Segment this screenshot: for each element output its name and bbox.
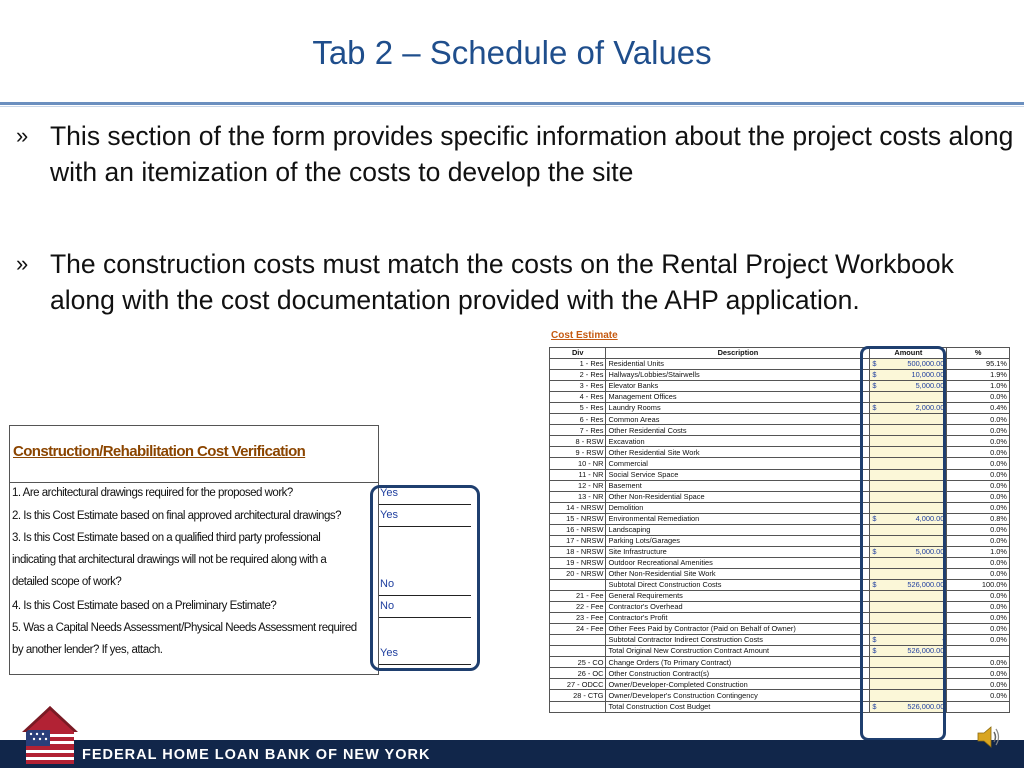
verification-question: 1. Are architectural drawings required for the proposed work?	[12, 487, 293, 499]
cell-percent: 0.0%	[947, 436, 1010, 447]
cell-description: Change Orders (To Primary Contract)	[606, 657, 870, 668]
cell-percent: 0.0%	[947, 524, 1010, 535]
header-div: Div	[550, 348, 606, 359]
footer-bar	[0, 740, 1024, 768]
cell-percent: 0.0%	[947, 591, 1010, 602]
cell-div	[550, 579, 606, 590]
cell-percent: 0.0%	[947, 458, 1010, 469]
bullet-text: The construction costs must match the costs on the Rental Project Workbook along with the cost documentation provided with the AHP application.	[50, 249, 954, 315]
verification-question: indicating that architectural drawings will not be required along with a	[12, 554, 327, 566]
currency-symbol: $	[872, 580, 877, 590]
cell-percent: 0.0%	[947, 635, 1010, 646]
cell-div: 21 - Fee	[550, 591, 606, 602]
cell-div: 26 - OC	[550, 668, 606, 679]
cell-div: 5 - Res	[550, 403, 606, 414]
cell-div: 16 - NRSW	[550, 524, 606, 535]
cell-percent: 0.0%	[947, 690, 1010, 701]
currency-symbol: $	[872, 513, 877, 523]
cell-div: 4 - Res	[550, 392, 606, 403]
cell-div: 24 - Fee	[550, 624, 606, 635]
cell-div: 18 - NRSW	[550, 546, 606, 557]
cell-description: Owner/Developer's Construction Contingency	[606, 690, 870, 701]
cell-percent: 95.1%	[947, 359, 1010, 370]
verification-panel	[9, 425, 379, 675]
footer-text: FEDERAL HOME LOAN BANK OF NEW YORK	[82, 747, 431, 763]
amount-number: 500,000.00	[907, 359, 945, 369]
cell-percent: 1.0%	[947, 546, 1010, 557]
cell-description: Contractor's Profit	[606, 613, 870, 624]
cell-description: Total Construction Cost Budget	[606, 701, 870, 712]
cell-percent: 1.9%	[947, 370, 1010, 381]
cell-percent: 0.8%	[947, 513, 1010, 524]
currency-symbol: $	[872, 701, 877, 711]
cell-description: Other Residential Costs	[606, 425, 870, 436]
header-percent: %	[947, 348, 1010, 359]
cell-percent: 0.0%	[947, 414, 1010, 425]
cell-div: 10 - NR	[550, 458, 606, 469]
bullet-text: This section of the form provides specific information about the project costs along with an itemization of the costs to develop the site	[50, 121, 1014, 187]
header-amount: Amount	[870, 348, 947, 359]
slide-title: Tab 2 – Schedule of Values	[312, 34, 712, 71]
verification-question: 4. Is this Cost Estimate based on a Preliminary Estimate?	[12, 600, 277, 612]
cell-div: 6 - Res	[550, 414, 606, 425]
cell-div: 15 - NRSW	[550, 513, 606, 524]
answer-value: Yes	[380, 509, 398, 521]
cell-percent: 0.0%	[947, 679, 1010, 690]
cell-description: Excavation	[606, 436, 870, 447]
cell-description: Other Residential Site Work	[606, 447, 870, 458]
cell-description: Owner/Developer-Completed Construction	[606, 679, 870, 690]
currency-symbol: $	[872, 403, 877, 413]
amount-number: 526,000.00	[907, 580, 945, 590]
cell-description: Environmental Remediation	[606, 513, 870, 524]
verification-question: 2. Is this Cost Estimate based on final approved architectural drawings?	[12, 510, 341, 522]
cell-div: 19 - NRSW	[550, 557, 606, 568]
cell-description: Subtotal Contractor Indirect Construction Costs	[606, 635, 870, 646]
cell-div: 17 - NRSW	[550, 535, 606, 546]
cell-div: 9 - RSW	[550, 447, 606, 458]
verification-question: 5. Was a Capital Needs Assessment/Physical Needs Assessment required	[12, 622, 357, 634]
verification-title: Construction/Rehabilitation Cost Verification	[13, 443, 306, 460]
cell-description: General Requirements	[606, 591, 870, 602]
cell-percent: 0.0%	[947, 480, 1010, 491]
amount-number: 526,000.00	[907, 701, 945, 711]
cell-div	[550, 701, 606, 712]
cell-description: Other Non-Residential Space	[606, 491, 870, 502]
cell-div: 28 - CTG	[550, 690, 606, 701]
cell-description: Social Service Space	[606, 469, 870, 480]
bullet-marker: »	[16, 123, 29, 148]
cell-description: Residential Units	[606, 359, 870, 370]
cell-div: 7 - Res	[550, 425, 606, 436]
amount-number: 4,000.00	[915, 513, 945, 523]
cell-description: Hallways/Lobbies/Stairwells	[606, 370, 870, 381]
cell-div: 14 - NRSW	[550, 502, 606, 513]
cost-estimate-title: Cost Estimate	[551, 330, 618, 341]
cell-percent	[947, 701, 1010, 712]
bullet-marker: »	[16, 251, 29, 276]
cell-description: Laundry Rooms	[606, 403, 870, 414]
amount-number: -	[941, 635, 945, 645]
cell-percent: 0.0%	[947, 392, 1010, 403]
cell-description: Parking Lots/Garages	[606, 535, 870, 546]
cell-description: Landscaping	[606, 524, 870, 535]
amount-number: 2,000.00	[915, 403, 945, 413]
cell-percent: 100.0%	[947, 579, 1010, 590]
cell-description: Outdoor Recreational Amenities	[606, 557, 870, 568]
cell-description: Other Fees Paid by Contractor (Paid on Behalf of Owner)	[606, 624, 870, 635]
answer-value: Yes	[380, 647, 398, 659]
cell-description: Demolition	[606, 502, 870, 513]
flag-house-logo-icon	[22, 700, 78, 766]
cell-div	[550, 646, 606, 657]
cell-div: 1 - Res	[550, 359, 606, 370]
currency-symbol: $	[872, 547, 877, 557]
header-description: Description	[606, 348, 870, 359]
currency-symbol: $	[872, 646, 877, 656]
cell-div: 8 - RSW	[550, 436, 606, 447]
cell-percent: 0.4%	[947, 403, 1010, 414]
currency-symbol: $	[872, 635, 877, 645]
cell-percent: 0.0%	[947, 657, 1010, 668]
speaker-icon[interactable]	[976, 724, 1000, 750]
cell-percent: 0.0%	[947, 624, 1010, 635]
amount-number: 5,000.00	[915, 381, 945, 391]
cell-description: Management Offices	[606, 392, 870, 403]
cell-description: Total Original New Construction Contract Amount	[606, 646, 870, 657]
verification-divider	[10, 482, 378, 483]
cell-percent: 0.0%	[947, 602, 1010, 613]
verification-question: by another lender? If yes, attach.	[12, 644, 163, 656]
cell-description: Site Infrastructure	[606, 546, 870, 557]
answer-value: No	[380, 578, 395, 590]
amount-column-highlight	[860, 346, 946, 741]
answer-column-highlight	[370, 485, 480, 671]
cell-percent: 0.0%	[947, 447, 1010, 458]
cell-percent: 1.0%	[947, 381, 1010, 392]
cell-percent: 0.0%	[947, 613, 1010, 624]
cell-percent: 0.0%	[947, 535, 1010, 546]
cell-percent: 0.0%	[947, 425, 1010, 436]
verification-question: 3. Is this Cost Estimate based on a qualified third party professional	[12, 532, 321, 544]
cell-percent: 0.0%	[947, 568, 1010, 579]
cell-description: Common Areas	[606, 414, 870, 425]
cell-percent: 0.0%	[947, 469, 1010, 480]
currency-symbol: $	[872, 359, 877, 369]
cell-description: Commercial	[606, 458, 870, 469]
cell-div: 3 - Res	[550, 381, 606, 392]
cell-div: 11 - NR	[550, 469, 606, 480]
amount-number: 5,000.00	[915, 547, 945, 557]
cell-percent: 0.0%	[947, 491, 1010, 502]
cell-description: Basement	[606, 480, 870, 491]
currency-symbol: $	[872, 370, 877, 380]
cell-description: Subtotal Direct Construction Costs	[606, 579, 870, 590]
cell-div: 27 - ODCC	[550, 679, 606, 690]
currency-symbol: $	[872, 381, 877, 391]
title-divider	[0, 102, 1024, 105]
answer-value: No	[380, 600, 395, 612]
cell-div: 25 - CO	[550, 657, 606, 668]
cell-description: Contractor's Overhead	[606, 602, 870, 613]
cell-percent: 0.0%	[947, 502, 1010, 513]
cell-percent	[947, 646, 1010, 657]
answer-value: Yes	[380, 487, 398, 499]
amount-number: 10,000.00	[911, 370, 945, 380]
cell-description: Other Non-Residential Site Work	[606, 568, 870, 579]
verification-question: detailed scope of work?	[12, 576, 122, 588]
cell-percent: 0.0%	[947, 668, 1010, 679]
title-divider-light	[0, 106, 1024, 107]
cell-percent: 0.0%	[947, 557, 1010, 568]
cell-description: Other Construction Contract(s)	[606, 668, 870, 679]
cell-div	[550, 635, 606, 646]
cell-description: Elevator Banks	[606, 381, 870, 392]
cell-div: 13 - NR	[550, 491, 606, 502]
cell-div: 2 - Res	[550, 370, 606, 381]
cell-div: 23 - Fee	[550, 613, 606, 624]
cell-div: 20 - NRSW	[550, 568, 606, 579]
amount-number: 526,000.00	[907, 646, 945, 656]
cell-div: 12 - NR	[550, 480, 606, 491]
cell-div: 22 - Fee	[550, 602, 606, 613]
